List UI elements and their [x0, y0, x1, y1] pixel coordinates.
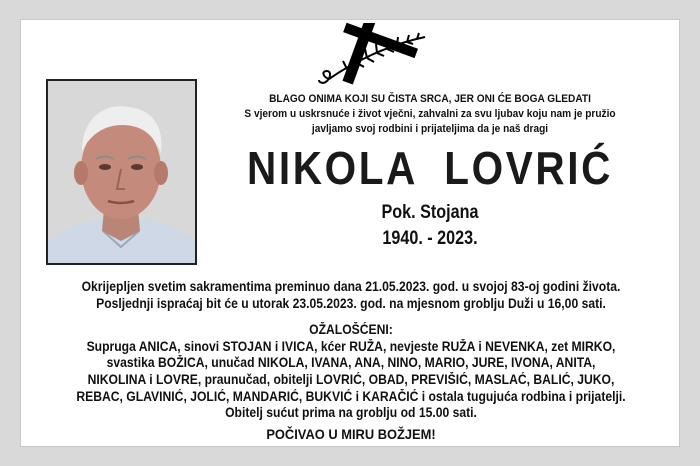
deceased-name: NIKOLA LOVRIĆ	[246, 142, 614, 194]
mourners-heading: OŽALOŠĆENI:	[309, 322, 393, 338]
verse-line-1: BLAGO ONIMA KOJI SU ČISTA SRCA, JER ONI ĆE BOGA GLEDATI	[269, 93, 591, 105]
obituary-body	[29, 279, 673, 422]
father-name: Pok. Stojana	[381, 202, 479, 223]
obituary-notice	[20, 19, 680, 447]
announcement-line-2: Posljednji ispraćaj bit će u utorak 23.05.2023. god. na mjesnom groblju Duži u 16,00 sati.	[96, 295, 606, 311]
verse-line-2: S vjerom u uskrsnuće i život vječni, zahvalni za svu ljubav koju nam je pružio	[244, 108, 616, 120]
condolences-line: Obitelj sućut prima na groblju od 15.00 sati.	[225, 405, 477, 421]
mourners-line-1: Supruga ANICA, sinovi STOJAN i IVICA, kćer RUŽA, nevjeste RUŽA i NEVENKA, zet MIRKO,	[86, 338, 616, 354]
portrait-photo	[46, 79, 197, 265]
mourners-line-2: svastika BOŽICA, unučad NIKOLA, IVANA, ANA, NINO, MARIO, JURE, IVONA, ANITA,	[106, 355, 596, 371]
announcement-line-1: Okrijepljen svetim sakramentima preminuo dana 21.05.2023. god. u svojoj 83-oj godini života.	[81, 279, 621, 294]
header-block	[201, 92, 659, 250]
life-years: 1940. - 2023.	[382, 228, 478, 249]
mourners-line-3: NIKOLINA i LOVRE, praunučad, obitelji LOVRIĆ, OBAD, PREVIŠIĆ, MASLAĆ, BALIĆ, JUKO,	[87, 371, 615, 387]
closing-blessing: POČIVAO U MIRU BOŽJEM!	[266, 426, 436, 442]
cross-with-palm-branch-icon	[307, 23, 435, 85]
mourners-line-4: REBAC, GLAVINIĆ, JOLIĆ, MANDARIĆ, BUKVIĆ i KARAČIĆ i ostala tugujuća rodbina i prijatelji.	[76, 388, 626, 404]
verse-line-3: javljamo svoj rodbini i prijateljima da je naš dragi	[311, 123, 549, 135]
